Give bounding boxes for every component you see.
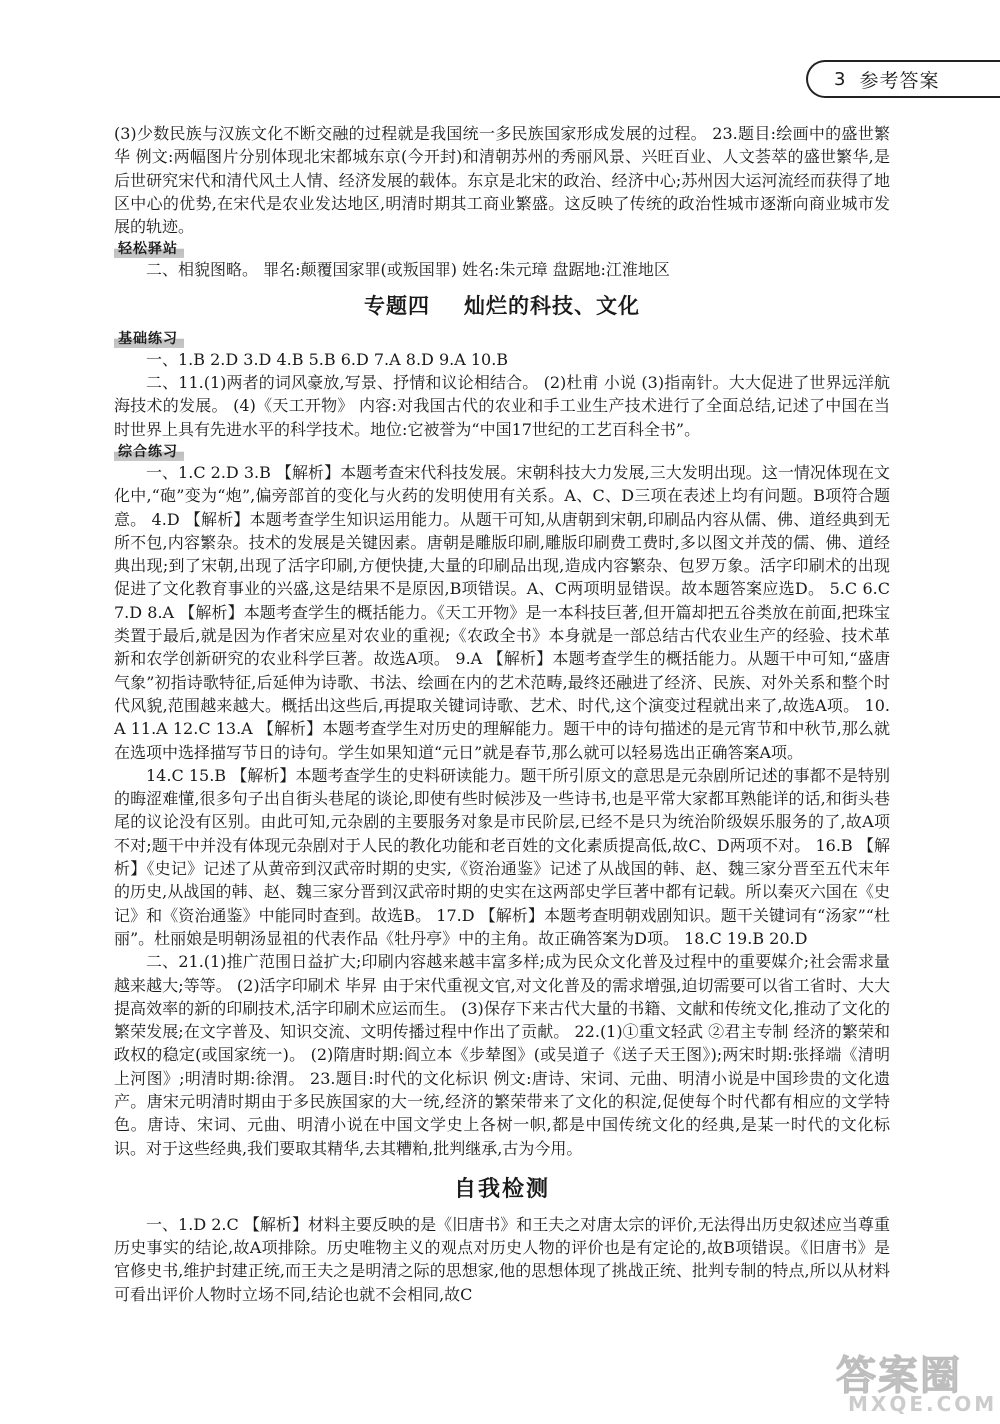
self-check-answers: 一、1.D 2.C 【解析】材料主要反映的是《旧唐书》和王夫之对唐太宗的评价,无法得出历史叙述应当尊重历史事实的结论,故A项排除。历史唯物主义的观点对历史人物的评价也是有定论的,故B项错误。《旧唐书》是官修史书,维护封建正统,而王夫之是明清之际的思想家,他的思想体现了挑战正统、批判专制的特点,所以从材料可看出评价人物时立场不同,结论也就不会相同,故C bbox=[114, 1214, 890, 1304]
watermark-logo bbox=[826, 1344, 998, 1418]
page-header-tab bbox=[806, 60, 978, 98]
section-number: 专题四 bbox=[364, 293, 430, 318]
header-title: 参考答案 bbox=[859, 69, 940, 92]
easy-station-answer: 二、相貌图略。 罪名:颠覆国家罪(或叛国罪) 姓名:朱元璋 盘踞地:江淮地区 bbox=[146, 260, 670, 280]
watermark-text: 答案圈 bbox=[836, 1353, 962, 1399]
section-name: 灿烂的科技、文化 bbox=[464, 293, 640, 318]
watermark-url: MXQE.COM bbox=[848, 1392, 998, 1416]
basic-answers-short: 二、11.(1)两者的词风豪放,写景、抒情和议论相结合。 (2)杜甫 小说 (3)指南针。大大促进了世界远洋航海技术的发展。 (4)《天工开物》 内容:对我国古代的农业和手工业生产技术进行了全面总结,记述了中国在当时世界上具有先进水平的科学技术。地位:它被誉为“中国17世纪的工艺百科全书”。 bbox=[114, 373, 890, 439]
comprehensive-answers-part3: 二、21.(1)推广范围日益扩大;印刷内容越来越丰富多样;成为民众文化普及过程中的重要媒介;社会需求量越来越大;等等。 (2)活字印刷术 毕昇 由于宋代重视文官,对文化普及的需求增强,迫切需要可以省工省时、大大提高效率的新的印刷技术,活字印刷术应运而生。 (3)保存下来古代大量的书籍、文献和传统文化,推动了文化的繁荣发展;在文字普及、知识交流、文明传播过程中作出了贡献。 22.(1)①重文轻武 ②君主专制 经济的繁荣和政权的稳定(或国家统一)。 (2)隋唐时期:阎立本《步辇图》(或吴道子《送子天王图》);两宋时期:张择端《清明上河图》;明清时期:徐渭。 23.题目:时代的文化标识 例文:唐诗、宋词、元曲、明清小说是中国珍贵的文化遗产。唐宋元明清时期由于多民族国家的大一统,经济的繁荣带来了文化的积淀,促使每个时代都有相应的文学特色。唐诗、宋词、元曲、明清小说在中国文学史上各树一帜,都是中国传统文化的经典,是某一时代的文化标识。对于这些经典,我们要取其精华,去其糟粕,批判继承,古为今用。 bbox=[114, 952, 890, 1158]
comprehensive-practice-tag: 综合练习 bbox=[114, 444, 184, 461]
basic-practice-tag: 基础练习 bbox=[114, 331, 184, 348]
header-rule bbox=[978, 60, 1000, 98]
section-title bbox=[114, 290, 890, 320]
page-number: 3 bbox=[834, 68, 846, 90]
intro-paragraph: (3)少数民族与汉族文化不断交融的过程就是我国统一多民族国家形成发展的过程。 23.题目:绘画中的盛世繁华 例文:两幅图片分别体现北宋都城东京(今开封)和清朝苏州的秀丽风景、兴旺百业、人文荟萃的盛世繁华,是后世研究宋代和清代风土人情、经济发展的载体。东京是北宋的政治、经济中心;苏州因大运河流经而获得了地区中心的优势,在宋代是农业发达地区,明清时期其工商业繁盛。这反映了传统的政治性城市逐渐向商业城市发展的轨迹。 bbox=[114, 124, 890, 237]
comprehensive-answers-part2: 14.C 15.B 【解析】本题考查学生的史料研读能力。题干所引原文的意思是元杂剧所记述的事都不是特别的晦涩难懂,很多句子出自街头巷尾的谈论,即使有些时候涉及一些诗书,也是平常大家都耳熟能详的话,和街头巷尾的议论没有区别。由此可知,元杂剧的主要服务对象是市民阶层,已经不是只为统治阶级娱乐服务的了,故A项不对;题干中并没有体现元杂剧对于人民的教化功能和老百姓的文化素质提高低,故C、D两项不对。 16.B 【解析】《史记》记述了从黄帝到汉武帝时期的史实,《资治通鉴》记述了从战国的韩、赵、魏三家分晋至五代末年的历史,从战国的韩、赵、魏三家分晋到汉武帝时期的史实在这两部史学巨著中都有记载。所以秦灭六国在《史记》和《资治通鉴》中能同时查到。故选B。 17.D 【解析】本题考查明朝戏剧知识。题干关键词有“汤家”“杜丽”。杜丽娘是明朝汤显祖的代表作品《牡丹亭》中的主角。故正确答案为D项。 18.C 19.B 20.D bbox=[114, 765, 890, 948]
basic-answers-choice: 一、1.B 2.D 3.D 4.B 5.B 6.D 7.A 8.D 9.A 10.B bbox=[146, 349, 509, 369]
comprehensive-answers-part1: 一、1.C 2.D 3.B 【解析】本题考查宋代科技发展。宋朝科技大力发展,三大发明出现。这一情况体现在文化中,“砲”变为“炮”,偏旁部首的变化与火药的发明使用有关系。A、C、D三项在表述上均有问题。B项符合题意。 4.D 【解析】本题考查学生知识运用能力。从题干可知,从唐朝到宋朝,印刷品内容从儒、佛、道经典到无所不包,内容繁杂。技术的发展是关键因素。唐朝是雕版印刷,雕版印刷费工费时,多以图文并茂的儒、佛、道经典出现;到了宋朝,出现了活字印刷,方便快捷,大量的印刷品出现,造成内容繁杂、包罗万象。活字印刷术的出现促进了文化教育事业的兴盛,这是结果不是原因,B项错误。A、C两项明显错误。故本题答案应选D。 5.C 6.C 7.D 8.A 【解析】本题考查学生的概括能力。《天工开物》是一本科技巨著,但开篇却把五谷类放在前面,把珠宝类置于最后,就是因为作者宋应星对农业的重视;《农政全书》本身就是一部总结古代农业生产的经验、技术革新和农学创新研究的农业科学巨著。故选A项。 9.A 【解析】本题考查学生的概括能力。从题干中可知,“盛唐气象”初指诗歌特征,后延伸为诗歌、书法、绘画在内的艺术范畴,最终还融进了经济、民族、对外关系和整个时代风貌,范围越来越大。概括出这些后,再提取关键词诗歌、艺术、时代,这个演变过程就出来了,故选A项。 10.A 11.A 12.C 13.A 【解析】本题考查学生对历史的理解能力。题干中的诗句描述的是元宵节和中秋节,那么就在选项中选择描写节日的诗句。学生如果知道“元日”就是春节,那么就可以轻易选出正确答案A项。 bbox=[114, 462, 890, 762]
easy-station-tag: 轻松驿站 bbox=[114, 241, 184, 258]
answer-content bbox=[114, 122, 890, 1306]
self-check-title: 自我检测 bbox=[453, 1176, 550, 1202]
